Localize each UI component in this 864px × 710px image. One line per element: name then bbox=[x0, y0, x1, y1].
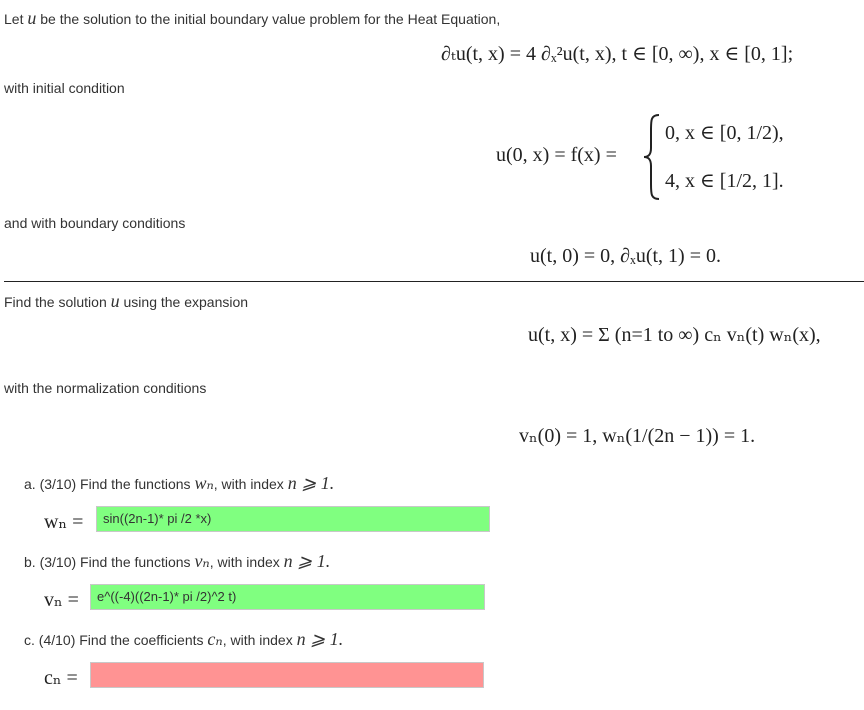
case-row-2: 4, x ∈ [1/2, 1]. bbox=[665, 170, 784, 192]
part-c-function: cₙ bbox=[207, 629, 223, 649]
intro-variable-u: u bbox=[27, 8, 37, 28]
part-c-prompt-start: c. (4/10) Find the coefficients bbox=[24, 632, 208, 648]
boundary-condition-equation: u(t, 0) = 0, ∂ₓu(t, 1) = 0. bbox=[530, 245, 721, 267]
part-a-function: wₙ bbox=[194, 473, 214, 493]
find-solution-text bbox=[4, 291, 248, 312]
expansion-equation: u(t, x) = Σ (n=1 to ∞) cₙ vₙ(t) wₙ(x), bbox=[528, 324, 821, 346]
find-text-start: Find the solution bbox=[4, 294, 111, 310]
heat-equation: ∂ₜu(t, x) = 4 ∂ₓ²u(t, x), t ∈ [0, ∞), x ∈ [0, 1]; bbox=[441, 43, 794, 65]
part-a-condition: n ⩾ 1. bbox=[287, 473, 335, 493]
part-c-answer-label: cₙ = bbox=[44, 667, 78, 689]
case-row-1: 0, x ∈ [0, 1/2), bbox=[665, 122, 784, 144]
find-variable-u: u bbox=[110, 291, 120, 311]
normalization-label: with the normalization conditions bbox=[4, 380, 207, 396]
intro-text bbox=[4, 8, 500, 29]
part-b-answer-input[interactable]: e^((-4)((2n-1)* pi /2)^2 t) bbox=[90, 584, 485, 610]
left-brace bbox=[641, 112, 663, 202]
part-c-prompt bbox=[24, 629, 343, 650]
find-text-end: using the expansion bbox=[119, 294, 249, 310]
part-a-prompt-start: a. (3/10) Find the functions bbox=[24, 476, 195, 492]
normalization-equation: vₙ(0) = 1, wₙ(1/(2n − 1)) = 1. bbox=[519, 425, 756, 447]
part-b-prompt-start: b. (3/10) Find the functions bbox=[24, 554, 195, 570]
part-b-prompt bbox=[24, 551, 330, 572]
part-c-answer-input[interactable] bbox=[90, 662, 484, 688]
part-b-answer-label: vₙ = bbox=[44, 589, 79, 611]
part-b-function: vₙ bbox=[194, 551, 210, 571]
part-a-answer-label: wₙ = bbox=[44, 511, 84, 533]
part-a-prompt bbox=[24, 473, 334, 494]
part-c-condition: n ⩾ 1. bbox=[296, 629, 344, 649]
intro-text-start: Let bbox=[4, 11, 28, 27]
boundary-condition-label: and with boundary conditions bbox=[4, 215, 186, 231]
intro-text-end: be the solution to the initial boundary value problem for the Heat Equation, bbox=[36, 11, 501, 27]
initial-condition-label: with initial condition bbox=[4, 80, 125, 96]
part-a-prompt-mid: , with index bbox=[213, 476, 288, 492]
initial-condition-lhs: u(0, x) = f(x) = bbox=[496, 144, 617, 166]
part-b-condition: n ⩾ 1. bbox=[283, 551, 331, 571]
section-divider bbox=[4, 281, 864, 282]
part-b-prompt-mid: , with index bbox=[209, 554, 284, 570]
part-a-answer-input[interactable]: sin((2n-1)* pi /2 *x) bbox=[96, 506, 490, 532]
part-c-prompt-mid: , with index bbox=[222, 632, 297, 648]
